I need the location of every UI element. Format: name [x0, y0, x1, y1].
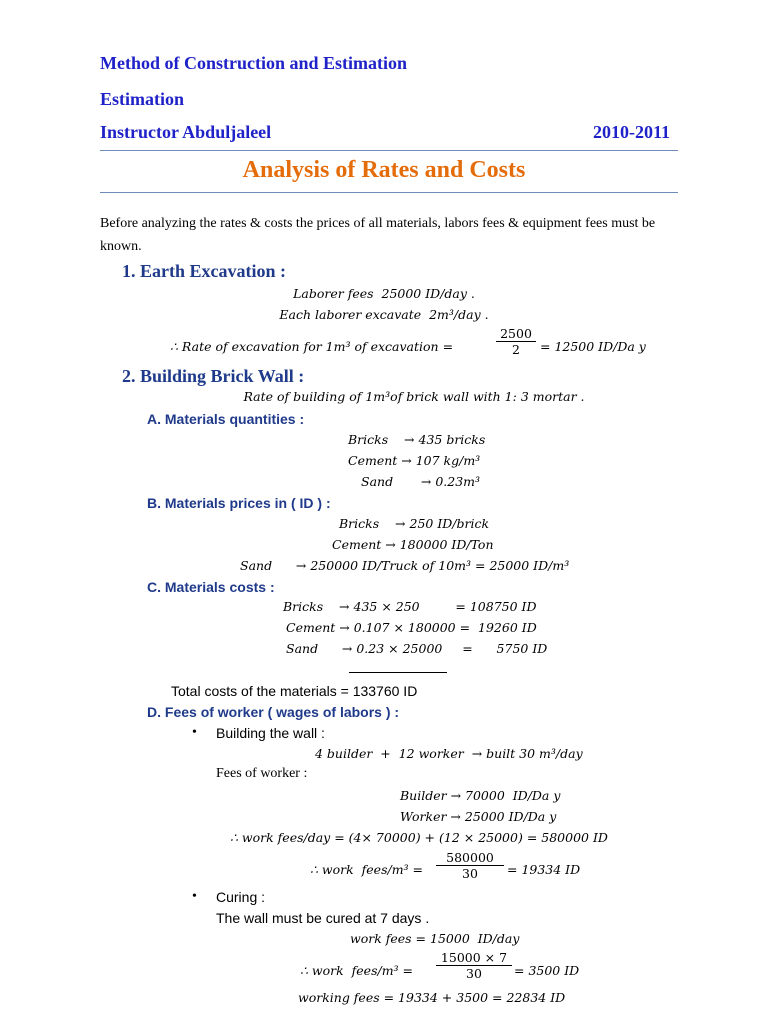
excavation-rate-right: = 12500 ID/Da y — [540, 339, 646, 354]
working-fees-total: working fees = 19334 + 3500 = 22834 ID — [298, 990, 566, 1005]
work-fees-per-m3-right: = 19334 ID — [507, 862, 581, 877]
materials-prices-heading: B. Materials prices in ( ID ) : — [147, 495, 331, 511]
instructor-name: Instructor Abduljaleel — [100, 122, 272, 142]
laborer-fees-line: Laborer fees 25000 ID/day . — [293, 286, 475, 301]
course-title: Method of Construction and Estimation — [100, 53, 408, 73]
fraction-numerator: 2500 — [496, 326, 536, 342]
fraction-denominator: 2 — [512, 342, 520, 357]
cost-sand: Sand → 0.23 × 25000 = 5750 ID — [286, 641, 548, 656]
builder-fee: Builder → 70000 ID/Da y — [400, 788, 561, 803]
total-materials-cost: Total costs of the materials = 133760 ID — [171, 683, 418, 699]
work-fees-fraction — [436, 850, 504, 881]
header-divider — [100, 150, 678, 151]
work-fees-per-day: ∴ work fees/day = (4× 70000) + (12 × 25000) = 580000 ID — [230, 830, 608, 845]
curing-per-m3-left: ∴ work fees/m³ = — [300, 963, 414, 978]
curing-work-fees: work fees = 15000 ID/day — [350, 931, 520, 946]
laborer-excavate-line: Each laborer excavate 2m³/day . — [279, 307, 489, 322]
fraction-numerator: 580000 — [436, 850, 504, 866]
qty-cement: Cement → 107 kg/m³ — [348, 453, 481, 468]
qty-bricks: Bricks → 435 bricks — [348, 432, 486, 447]
excavation-rate-fraction — [496, 326, 536, 357]
bullet-icon: • — [192, 725, 197, 740]
curing-note: The wall must be cured at 7 days . — [216, 910, 430, 926]
curing-label: Curing : — [216, 889, 266, 905]
fees-of-worker-label: Fees of worker : — [216, 766, 308, 781]
cost-cement: Cement → 0.107 × 180000 = 19260 ID — [286, 620, 537, 635]
fees-of-worker-heading: D. Fees of worker ( wages of labors ) : — [147, 704, 400, 720]
work-fees-per-m3-left: ∴ work fees/m³ = — [310, 862, 424, 877]
brick-wall-rate-line: Rate of building of 1m³of brick wall with 1: 3 mortar . — [243, 389, 585, 404]
price-cement: Cement → 180000 ID/Ton — [332, 537, 494, 552]
materials-quantities-heading: A. Materials quantities : — [147, 411, 305, 427]
academic-year: 2010-2011 — [593, 122, 671, 142]
worker-fee: Worker → 25000 ID/Da y — [400, 809, 557, 824]
intro-paragraph: Before analyzing the rates & costs the prices of all materials, labors fees & equipment fees must be known. — [100, 216, 656, 254]
fraction-denominator: 30 — [466, 966, 482, 981]
cost-bricks: Bricks → 435 × 250 = 108750 ID — [283, 599, 537, 614]
excavation-rate-left: ∴ Rate of excavation for 1m³ of excavation = — [170, 339, 454, 354]
curing-per-m3-right: = 3500 ID — [514, 963, 580, 978]
curing-fraction — [436, 950, 512, 981]
subject-title: Estimation — [100, 89, 185, 109]
fraction-numerator: 15000 × 7 — [436, 950, 512, 966]
section-brick-wall-heading: 2. Building Brick Wall : — [122, 366, 305, 386]
qty-sand: Sand → 0.23m³ — [361, 474, 481, 489]
fraction-denominator: 30 — [462, 866, 478, 881]
price-sand: Sand → 250000 ID/Truck of 10m³ = 25000 ID/m³ — [240, 558, 570, 573]
title-divider — [100, 192, 678, 193]
bullet-icon: • — [192, 889, 197, 904]
crew-line: 4 builder + 12 worker → built 30 m³/day — [315, 746, 583, 761]
price-bricks: Bricks → 250 ID/brick — [339, 516, 490, 531]
page-title: Analysis of Rates and Costs — [242, 157, 526, 183]
sum-line — [349, 672, 447, 673]
section-earth-excavation-heading: 1. Earth Excavation : — [122, 261, 286, 281]
building-wall-label: Building the wall : — [216, 725, 325, 741]
materials-costs-heading: C. Materials costs : — [147, 579, 275, 595]
